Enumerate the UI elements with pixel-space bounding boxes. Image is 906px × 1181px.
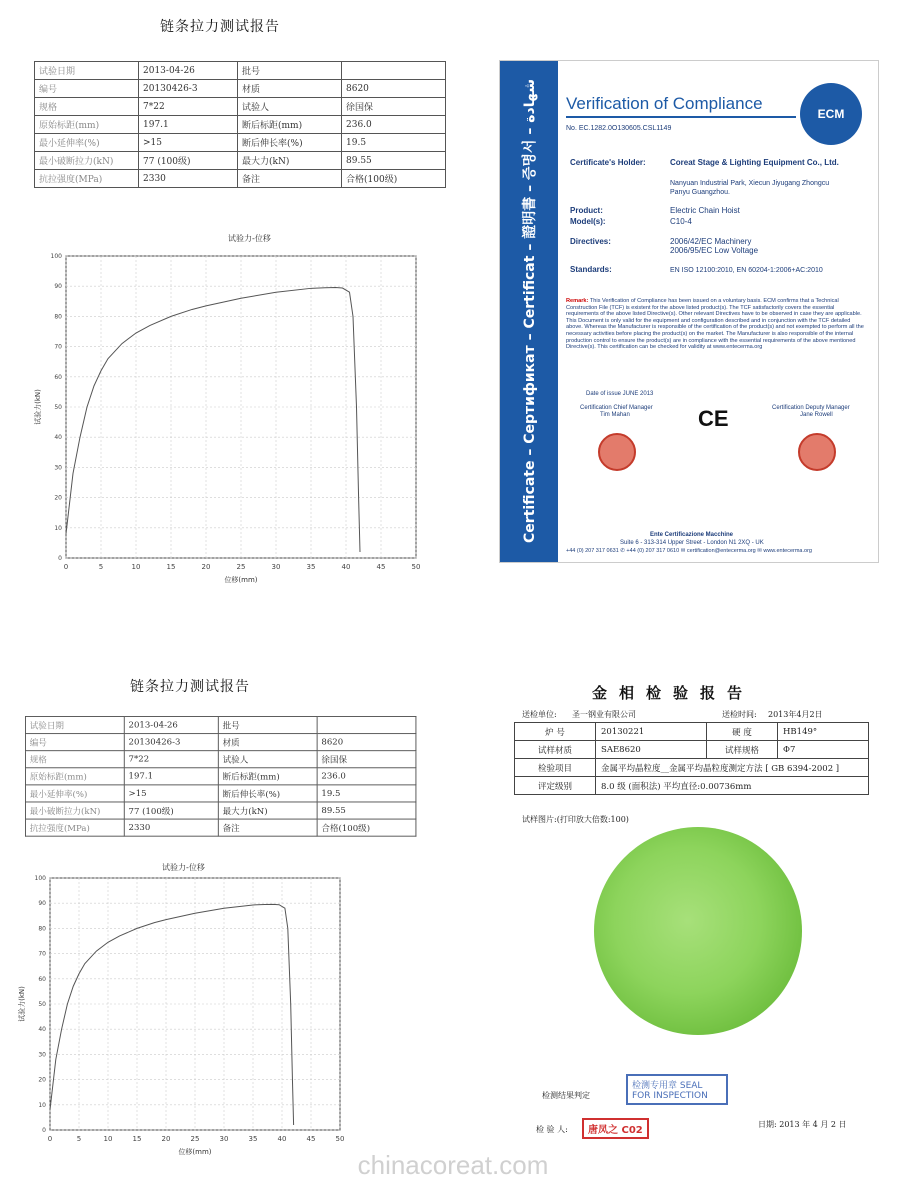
tensile-report-top bbox=[0, 0, 460, 600]
inspector-label: 检 验 人: bbox=[536, 1125, 568, 1134]
y-tick-label: 100 bbox=[50, 253, 62, 260]
table-cell: 合格(100级) bbox=[317, 819, 416, 836]
force-displacement-line bbox=[50, 904, 294, 1125]
table-cell: >15 bbox=[124, 785, 218, 802]
table-cell: 8620 bbox=[317, 734, 416, 751]
table-cell: 89.55 bbox=[342, 152, 446, 170]
y-tick-label: 50 bbox=[54, 404, 62, 411]
table-cell: 批号 bbox=[218, 716, 317, 733]
y-tick-label: 70 bbox=[54, 343, 62, 351]
table-cell: 断后标距(mm) bbox=[218, 768, 317, 785]
table-cell: HB149° bbox=[778, 723, 869, 741]
table-cell: 最小破断拉力(kN) bbox=[35, 152, 139, 170]
table-cell: 236.0 bbox=[342, 116, 446, 134]
x-tick-label: 40 bbox=[277, 1135, 287, 1143]
table-cell: 最大力(kN) bbox=[218, 802, 317, 819]
directives-value-2: 2006/95/EC Low Voltage bbox=[670, 246, 759, 255]
table-cell: 评定级别 bbox=[515, 777, 596, 795]
inspection-seal-stamp: 检测专用章 SEAL FOR INSPECTION bbox=[626, 1074, 728, 1105]
table-cell: 试验日期 bbox=[25, 716, 124, 733]
table-cell bbox=[317, 716, 416, 733]
x-tick-label: 10 bbox=[131, 563, 141, 571]
table-row bbox=[35, 98, 446, 116]
y-axis-label: 试验力(kN) bbox=[34, 389, 42, 425]
table-cell: 断后伸长率(%) bbox=[218, 785, 317, 802]
table-row bbox=[35, 134, 446, 152]
table-cell: 备注 bbox=[238, 170, 342, 188]
metallographic-report bbox=[510, 672, 890, 1152]
deputy-manager-seal bbox=[798, 433, 836, 471]
table-cell: 徐国保 bbox=[342, 98, 446, 116]
x-tick-label: 45 bbox=[376, 563, 386, 571]
table-cell: 检验项目 bbox=[515, 759, 596, 777]
x-axis-label: 位移(mm) bbox=[224, 576, 258, 584]
y-tick-label: 20 bbox=[38, 1076, 46, 1084]
table-cell: 备注 bbox=[218, 819, 317, 836]
directives-value: 2006/42/EC Machinery bbox=[670, 237, 752, 246]
table-cell: 试验人 bbox=[218, 751, 317, 768]
x-tick-label: 35 bbox=[248, 1135, 258, 1143]
x-tick-label: 10 bbox=[103, 1135, 113, 1143]
table-cell: 断后伸长率(%) bbox=[238, 134, 342, 152]
table-cell: 最小延伸率(%) bbox=[35, 134, 139, 152]
table-cell: 最小破断拉力(kN) bbox=[25, 802, 124, 819]
table-cell: 8620 bbox=[342, 80, 446, 98]
table-cell: 原始标距(mm) bbox=[35, 116, 139, 134]
x-tick-label: 35 bbox=[306, 563, 316, 571]
x-tick-label: 20 bbox=[201, 563, 211, 571]
table-cell: 最小延伸率(%) bbox=[25, 785, 124, 802]
table-cell: 编号 bbox=[25, 734, 124, 751]
table-row bbox=[515, 759, 869, 777]
force-displacement-chart bbox=[14, 870, 354, 1160]
report-title: 链条拉力测试报告 bbox=[160, 19, 280, 35]
table-row bbox=[25, 785, 415, 802]
y-axis-label: 试验力(kN) bbox=[18, 986, 26, 1022]
table-cell: 2330 bbox=[124, 819, 218, 836]
table-cell: 规格 bbox=[35, 98, 139, 116]
certificate-number: No. EC.1282.0O130605.CSL1149 bbox=[566, 125, 672, 132]
table-cell bbox=[342, 62, 446, 80]
table-cell: 试样材质 bbox=[515, 741, 596, 759]
table-cell: 20130221 bbox=[596, 723, 707, 741]
y-tick-label: 80 bbox=[38, 925, 46, 933]
table-cell: 材质 bbox=[238, 80, 342, 98]
table-cell: >15 bbox=[139, 134, 238, 152]
table-cell: 抗拉强度(MPa) bbox=[35, 170, 139, 188]
model-label: Model(s): bbox=[570, 217, 606, 226]
table-row bbox=[515, 723, 869, 741]
table-cell: 徐国保 bbox=[317, 751, 416, 768]
date-label: 送检时间: bbox=[722, 710, 757, 719]
x-tick-label: 0 bbox=[47, 1135, 53, 1143]
report-table bbox=[25, 716, 416, 837]
x-tick-label: 40 bbox=[341, 563, 351, 571]
table-cell: 断后标距(mm) bbox=[238, 116, 342, 134]
y-tick-label: 60 bbox=[38, 975, 46, 983]
chief-manager-seal bbox=[598, 433, 636, 471]
chart-title: 试验力-位移 bbox=[162, 863, 205, 872]
table-cell: 规格 bbox=[25, 751, 124, 768]
table-cell: 2013-04-26 bbox=[139, 62, 238, 80]
table-row bbox=[35, 62, 446, 80]
chart-title: 试验力-位移 bbox=[228, 234, 271, 243]
table-cell: 原始标距(mm) bbox=[25, 768, 124, 785]
table-cell: 20130426-3 bbox=[139, 80, 238, 98]
table-cell: 2013-04-26 bbox=[124, 716, 218, 733]
table-cell: 77 (100级) bbox=[124, 802, 218, 819]
x-tick-label: 25 bbox=[190, 1135, 200, 1143]
table-cell: 236.0 bbox=[317, 768, 416, 785]
tensile-report-bottom bbox=[0, 660, 460, 1156]
x-tick-label: 15 bbox=[166, 563, 176, 571]
table-row bbox=[35, 116, 446, 134]
table-cell: SAE8620 bbox=[596, 741, 707, 759]
table-cell: 金属平均晶粒度__金属平均晶粒度测定方法 [ GB 6394-2002 ] bbox=[596, 759, 869, 777]
org-name: Ente Certificazione Macchine bbox=[650, 532, 734, 538]
ecm-logo: ECM bbox=[800, 83, 862, 145]
table-cell: 89.55 bbox=[317, 802, 416, 819]
y-tick-label: 100 bbox=[34, 875, 46, 882]
table-row bbox=[25, 768, 415, 785]
remark-label: Remark: bbox=[566, 298, 589, 304]
chief-manager-name: Tim Mahan bbox=[600, 412, 630, 418]
x-tick-label: 30 bbox=[219, 1135, 229, 1143]
table-cell: 20130426-3 bbox=[124, 734, 218, 751]
metal-table bbox=[514, 722, 869, 795]
inspector-stamp: 唐凤之 C02 bbox=[582, 1118, 649, 1139]
table-cell: 19.5 bbox=[317, 785, 416, 802]
table-row bbox=[35, 170, 446, 188]
report-date: 日期: 2013 年 4 月 2 日 bbox=[758, 1120, 847, 1129]
y-tick-label: 40 bbox=[54, 434, 62, 442]
deputy-manager-name: Jane Rowell bbox=[800, 412, 833, 418]
x-tick-label: 20 bbox=[161, 1135, 171, 1143]
product-value: Electric Chain Hoist bbox=[670, 206, 740, 215]
y-tick-label: 0 bbox=[42, 1127, 46, 1134]
x-tick-label: 25 bbox=[236, 563, 246, 571]
certificate-side-text: Certificate – Сертификат – Certificat – 證明書 – 증명서 – شهادة bbox=[522, 79, 538, 543]
table-cell: 批号 bbox=[238, 62, 342, 80]
y-tick-label: 40 bbox=[38, 1026, 46, 1034]
y-tick-label: 80 bbox=[54, 313, 62, 321]
x-tick-label: 30 bbox=[271, 563, 281, 571]
x-tick-label: 0 bbox=[63, 563, 69, 571]
y-tick-label: 90 bbox=[54, 283, 62, 291]
table-cell: 合格(100级) bbox=[342, 170, 446, 188]
y-tick-label: 10 bbox=[54, 524, 62, 532]
table-cell: 7*22 bbox=[139, 98, 238, 116]
force-displacement-line bbox=[66, 288, 360, 552]
image-label: 试样图片:(打印放大倍数:100) bbox=[522, 815, 629, 824]
conclusion-label: 检测结果判定 bbox=[542, 1091, 590, 1100]
table-row bbox=[25, 819, 415, 836]
standards-label: Standards: bbox=[570, 265, 612, 274]
y-tick-label: 20 bbox=[54, 494, 62, 502]
table-row bbox=[25, 734, 415, 751]
table-cell: 编号 bbox=[35, 80, 139, 98]
date-of-issue: Date of issue JUNE 2013 bbox=[586, 391, 654, 397]
product-label: Product: bbox=[570, 206, 603, 215]
certificate-heading: Verification of Compliance bbox=[566, 94, 763, 113]
directives-label: Directives: bbox=[570, 237, 611, 246]
holder-address: Nanyuan Industrial Park, Xiecun Jiyugang Zhongcu Panyu Guangzhou. bbox=[670, 180, 830, 196]
y-tick-label: 30 bbox=[38, 1051, 46, 1059]
table-row bbox=[35, 80, 446, 98]
table-row bbox=[25, 802, 415, 819]
x-axis-label: 位移(mm) bbox=[178, 1148, 212, 1156]
y-tick-label: 60 bbox=[54, 373, 62, 381]
remark bbox=[566, 298, 866, 351]
table-cell: Φ7 bbox=[778, 741, 869, 759]
ce-certificate bbox=[499, 60, 879, 563]
y-tick-label: 90 bbox=[38, 900, 46, 908]
org-address: Suite 6 - 313-314 Upper Street - London N1 2XQ - UK bbox=[620, 540, 764, 546]
y-tick-label: 50 bbox=[38, 1001, 46, 1008]
table-cell: 7*22 bbox=[124, 751, 218, 768]
y-tick-label: 70 bbox=[38, 950, 46, 958]
certificate-side-band bbox=[500, 61, 558, 562]
x-tick-label: 15 bbox=[132, 1135, 142, 1143]
table-cell: 试样规格 bbox=[707, 741, 778, 759]
standards-value: EN ISO 12100:2010, EN 60204-1:2006+AC:2010 bbox=[670, 267, 823, 274]
chief-manager-title: Certification Chief Manager bbox=[580, 405, 653, 411]
y-tick-label: 30 bbox=[54, 464, 62, 472]
micrograph-image bbox=[594, 827, 802, 1035]
table-cell: 2330 bbox=[139, 170, 238, 188]
table-cell: 19.5 bbox=[342, 134, 446, 152]
holder-name: Coreat Stage & Lighting Equipment Co., Ltd. bbox=[670, 158, 839, 167]
table-row bbox=[25, 751, 415, 768]
ce-mark: CE bbox=[698, 406, 729, 431]
x-tick-label: 50 bbox=[411, 563, 421, 571]
y-tick-label: 10 bbox=[38, 1101, 46, 1109]
heading-underline bbox=[566, 116, 796, 118]
table-cell: 试验日期 bbox=[35, 62, 139, 80]
table-row bbox=[515, 741, 869, 759]
table-cell: 197.1 bbox=[139, 116, 238, 134]
x-tick-label: 45 bbox=[306, 1135, 316, 1143]
table-cell: 试验人 bbox=[238, 98, 342, 116]
table-cell: 材质 bbox=[218, 734, 317, 751]
x-tick-label: 50 bbox=[335, 1135, 345, 1143]
table-row bbox=[25, 716, 415, 733]
date-value: 2013年4月2日 bbox=[768, 710, 823, 719]
watermark: chinacoreat.com bbox=[357, 1150, 549, 1180]
table-cell: 8.0 级 (面积法) 平均直径:0.00736mm bbox=[596, 777, 869, 795]
table-cell: 炉 号 bbox=[515, 723, 596, 741]
table-cell: 最大力(kN) bbox=[238, 152, 342, 170]
metal-title: 金相检验报告 bbox=[592, 684, 755, 702]
table-row bbox=[35, 152, 446, 170]
org-contact: +44 (0) 207 317 0631 ✆ +44 (0) 207 317 0610 ✉ certification@entecerma.org ✉ www.entecerma.org bbox=[566, 548, 812, 554]
report-table bbox=[34, 61, 446, 188]
table-cell: 197.1 bbox=[124, 768, 218, 785]
force-displacement-chart bbox=[30, 248, 430, 588]
holder-label: Certificate's Holder: bbox=[570, 158, 646, 167]
model-value: C10-4 bbox=[670, 217, 692, 226]
client-value: 圣一钢业有限公司 bbox=[572, 710, 636, 719]
report-title: 链条拉力测试报告 bbox=[130, 679, 250, 695]
table-cell: 硬 度 bbox=[707, 723, 778, 741]
deputy-manager-title: Certification Deputy Manager bbox=[772, 405, 850, 411]
y-tick-label: 0 bbox=[58, 555, 62, 562]
x-tick-label: 5 bbox=[76, 1135, 82, 1143]
table-cell: 抗拉强度(MPa) bbox=[25, 819, 124, 836]
x-tick-label: 5 bbox=[98, 563, 104, 571]
table-row bbox=[515, 777, 869, 795]
client-label: 送检单位: bbox=[522, 710, 557, 719]
remark-text: This Verification of Compliance has been issued on a voluntary basis. ECM confirms that a Technical Construction File (TCF) is existent for the above listed product(s). The TCF satisfactorily covers the essential requirements of the above listed Directive(s). Other relevant Directives have to be observed in case they are applicable. This Document is only valid for the equipment and configuration described and in conjunction with the TCF detailed above. Whereas the Manufacturer is responsible of the certification of the product(s) and not exempted to perform all the necessary activities before placing the product(s) on the market. The Manufacturer is also responsible of the internal production control to ensure the product(s) are in compliance with the essential requirements of the above mentioned Directive(s). This certification can be checked for validity at www.entecerma.org bbox=[566, 298, 864, 351]
table-cell: 77 (100级) bbox=[139, 152, 238, 170]
